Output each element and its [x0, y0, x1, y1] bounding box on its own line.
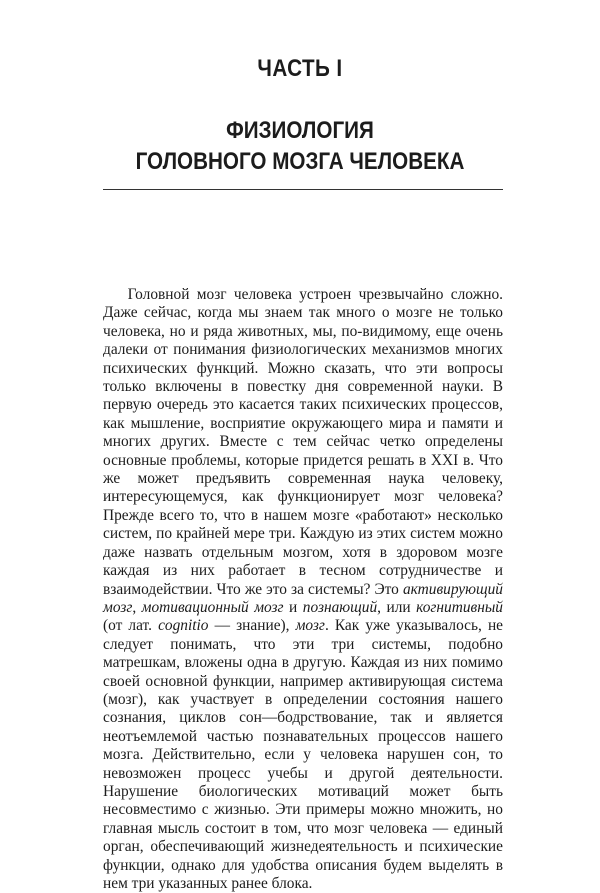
part-title: ЧАСТЬ I [257, 55, 343, 82]
chapter-title [42, 115, 558, 177]
body-text-run: (от лат. [103, 617, 159, 635]
chapter-title-line-2: ГОЛОВНОГО МОЗГА ЧЕЛОВЕКА [135, 148, 465, 175]
title-rule [103, 189, 503, 190]
term-cognitio: cognitio [158, 617, 209, 635]
body-text-run: — знание), [208, 617, 296, 635]
term-motivational-brain: мотивационный мозг [141, 598, 284, 616]
body-text-run: Головной мозг человека устроен чрезвычайно сложно. Даже сейчас, когда мы знаем так много о мозге не только человека, но и ряда животных, мы, по-видимому, еще очень далеки от понимания физиологических механизмов многих психических функций. Можно сказать, что эти вопросы только включены в повестку дня современной науки. В первую очередь это касается таких психических процессов, как мышление, восприятие окружающего мира и памяти и многих других. Вместе с тем сейчас четко определены основные проблемы, которые придется решать в XXI в. Что же может предъявить современная наука человеку, интересующемуся, как функционирует мозг человека? Прежде всего то, что в нашем мозге «работают» несколько систем, по крайней мере три. Каждую из этих систем можно даже назвать отдельным мозгом, хотя в здоровом мозге каждая из них работает в тесном сотрудничестве и взаимодействии. Что же это за системы? Это [103, 286, 503, 598]
body-text-run: . Как уже указывалось, не следует понимать, что эти три системы, подобно матрешкам, вложены одна в другую. Каждая из них помимо своей основной функции, например активирующая система (мозг), как участвует в определении состояния нашего сознания, циклов сон—бодрствование, так и является неотъемлемой частью познавательных процессов нашего мозга. Действительно, если у человека нарушен сон, то невозможен процесс учебы и другой деятельности. Нарушение биологических мотиваций может быть несовместимо с жизнью. Эти примеры можно множить, но главная мысль состоит в том, что мозг человека — единый орган, обеспечивающий жизнедеятельность и психические функции, однако для удобства описания будем выделять в нем три указанных ранее блока. [103, 617, 504, 892]
term-cognitive: когнитивный [416, 598, 503, 616]
body-text-run: и [283, 598, 303, 616]
body-text-run: , [132, 598, 142, 616]
term-activating-brain: активирующий мозг [103, 580, 503, 616]
term-cognizing: познающий [302, 598, 378, 616]
chapter-title-line-1: ФИЗИОЛОГИЯ [226, 117, 374, 144]
term-brain: мозг [295, 617, 325, 635]
body-paragraph [103, 286, 503, 893]
body-text-run: , или [377, 598, 417, 616]
